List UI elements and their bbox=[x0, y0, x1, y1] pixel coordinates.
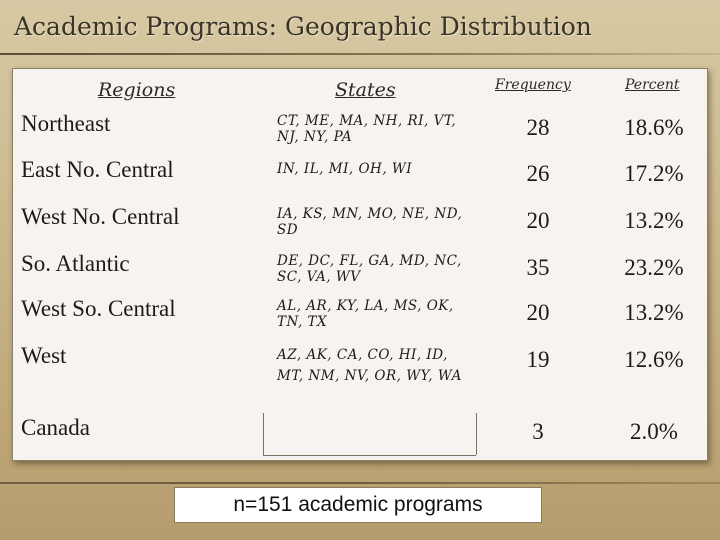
region-states: IN, IL, MI, OH, WI bbox=[277, 161, 413, 177]
region-states: AZ, AK, CA, CO, HI, ID, MT, NM, NV, OR, WY, WA bbox=[277, 347, 462, 384]
region-frequency: 20 bbox=[526, 300, 550, 325]
region-percent: 13.2% bbox=[624, 300, 684, 325]
footer-divider bbox=[0, 482, 720, 484]
distribution-table bbox=[12, 68, 708, 461]
region-name: Canada bbox=[21, 415, 90, 440]
region-states: DE, DC, FL, GA, MD, NC, SC, VA, WV bbox=[277, 253, 462, 285]
region-percent: 17.2% bbox=[624, 161, 684, 186]
region-name: So. Atlantic bbox=[21, 251, 130, 276]
region-name: West bbox=[21, 343, 67, 368]
title-divider bbox=[0, 53, 720, 55]
region-percent: 13.2% bbox=[624, 208, 684, 233]
region-frequency: 35 bbox=[526, 255, 550, 280]
header-states: States bbox=[335, 79, 396, 101]
region-percent: 23.2% bbox=[624, 255, 684, 280]
region-frequency: 19 bbox=[526, 347, 550, 372]
region-name: West No. Central bbox=[21, 204, 180, 229]
region-percent: 12.6% bbox=[624, 347, 684, 372]
empty-states-cell-border-bottom bbox=[263, 455, 476, 456]
region-states: IA, KS, MN, MO, NE, ND, SD bbox=[277, 206, 463, 238]
region-name: East No. Central bbox=[21, 157, 174, 182]
header-frequency: Frequency bbox=[495, 77, 571, 93]
region-frequency: 20 bbox=[526, 208, 550, 233]
header-regions: Regions bbox=[98, 79, 176, 101]
page-title: Academic Programs: Geographic Distribution bbox=[14, 12, 592, 41]
region-frequency: 26 bbox=[526, 161, 550, 186]
empty-states-cell-border-left bbox=[263, 413, 268, 455]
region-name: West So. Central bbox=[21, 296, 176, 321]
region-percent: 2.0% bbox=[630, 419, 678, 444]
region-frequency: 28 bbox=[526, 115, 550, 140]
region-states: AL, AR, KY, LA, MS, OK, TN, TX bbox=[277, 298, 454, 330]
region-name: Northeast bbox=[21, 111, 111, 136]
region-percent: 18.6% bbox=[624, 115, 684, 140]
region-frequency: 3 bbox=[532, 419, 544, 444]
header-percent: Percent bbox=[625, 77, 680, 93]
empty-states-cell-border-right bbox=[476, 413, 477, 455]
sample-size-note: n=151 academic programs bbox=[174, 487, 542, 523]
region-states: CT, ME, MA, NH, RI, VT, NJ, NY, PA bbox=[277, 113, 457, 145]
